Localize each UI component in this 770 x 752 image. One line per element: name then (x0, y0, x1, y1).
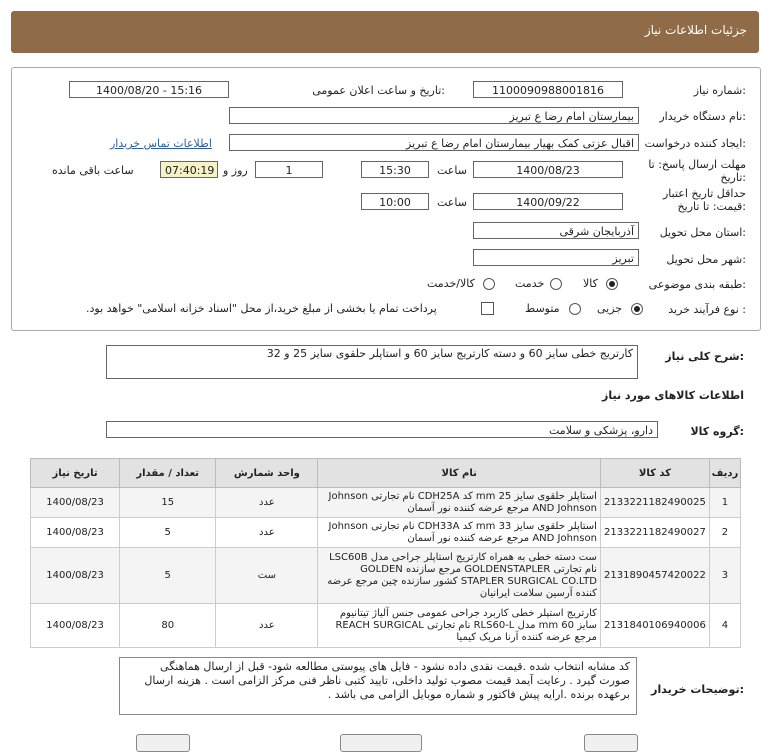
remaining-label: ساعت باقی مانده (52, 164, 134, 177)
cell-quantity: 80 (120, 604, 216, 648)
page-title: جزئیات اطلاعات نیاز (644, 23, 747, 37)
treasury-payment-checkbox[interactable] (481, 302, 494, 315)
need-number-label: شماره نیاز: (693, 84, 746, 97)
deadline-time-field: 15:30 (361, 161, 429, 178)
requester-label: ایجاد کننده درخواست: (644, 137, 746, 150)
col-unit: واحد شمارش (216, 459, 318, 488)
goods-group-label: گروه کالا: (690, 425, 744, 438)
cell-item-code: 2131840106940006 (600, 604, 709, 648)
buyer-org-field: بیمارستان امام رضا ع تبریز (229, 107, 639, 124)
remaining-time-field: 07:40:19 (160, 161, 218, 178)
cell-item-name: ست دسته خطی به همراه کارتریج استاپلر جراحی مدل LSC60B نام تجارتی GOLDENSTAPLER مرجع سازنده GOLDEN STAPLER SURGICAL CO.LTD کشور سازنده چین مرجع عرضه کننده آرسین سلامت ایرانیان (318, 548, 600, 604)
cell-quantity: 5 (120, 548, 216, 604)
validity-time-label: ساعت (437, 196, 467, 209)
province-field: آذربایجان شرقی (473, 222, 639, 239)
table-row (31, 488, 741, 518)
announce-field: 1400/08/20 - 15:16 (69, 81, 229, 98)
cell-unit: عدد (216, 488, 318, 518)
buyer-notes-label: توضیحات خریدار: (651, 683, 744, 696)
page-header (11, 11, 759, 53)
category-option-goods-service: کالا/خدمت (427, 277, 475, 290)
contact-info-link[interactable]: اطلاعات تماس خریدار (110, 137, 212, 150)
summary-label: شرح کلی نیاز: (665, 350, 744, 363)
validity-time-field: 10:00 (361, 193, 429, 210)
cell-item-code: 2131890457420022 (600, 548, 709, 604)
validity-date-field: 1400/09/22 (473, 193, 623, 210)
table-row (31, 548, 741, 604)
deadline-time-label: ساعت (437, 164, 467, 177)
cell-quantity: 5 (120, 518, 216, 548)
province-label: استان محل تحویل: (659, 226, 746, 239)
col-item-name: نام کالا (318, 459, 600, 488)
col-row-index: ردیف (709, 459, 740, 488)
city-label: شهر محل تحویل: (666, 253, 746, 266)
bottom-button-right[interactable] (584, 734, 638, 752)
validity-label: حداقل تاریخ اعتبار قیمت: تا تاریخ: (662, 187, 746, 213)
announce-label: تاریخ و ساعت اعلان عمومی: (312, 84, 445, 97)
table-row (31, 518, 741, 548)
requester-field: اقبال عزتی کمک بهیار بیمارستان امام رضا ع تبریز (229, 134, 639, 151)
category-radio-service[interactable] (550, 278, 562, 290)
cell-need-date: 1400/08/23 (31, 488, 120, 518)
goods-table (30, 458, 741, 648)
need-number-field: 1100090988001816 (473, 81, 623, 98)
cell-item-name: استاپلر حلقوی سایز 33 mm کد CDH33A نام تجارتی Johnson AND Johnson مرجع عرضه کننده نور آسمان (318, 518, 600, 548)
cell-quantity: 15 (120, 488, 216, 518)
days-field: 1 (255, 161, 323, 178)
purchase-radio-medium[interactable] (569, 303, 581, 315)
cell-row-index: 3 (709, 548, 740, 604)
treasury-payment-note: پرداخت تمام یا بخشی از مبلغ خرید،از محل "اسناد خزانه اسلامی" خواهد بود. (86, 302, 437, 315)
cell-row-index: 4 (709, 604, 740, 648)
bottom-button-center[interactable] (340, 734, 422, 752)
buyer-notes-field: کد مشابه انتخاب شده .قیمت نقدی داده نشود - فایل های پیوستی مطالعه شود- قبل از ارسال هماهنگی صورت گیرد . رعایت آیمد قیمت مصوب تولید داخلی، تایید کتبی ناظر فنی مرکز الزامی است . هزینه ارسال برعهده برنده .ارایه پیش فاکتور و شماره موبایل الزامی می باشد . (119, 657, 637, 715)
need-info-panel (11, 67, 761, 331)
category-option-goods: کالا (583, 277, 598, 290)
col-item-code: کد کالا (600, 459, 709, 488)
purchase-radio-minor[interactable] (631, 303, 643, 315)
bottom-button-left[interactable] (136, 734, 190, 752)
cell-need-date: 1400/08/23 (31, 604, 120, 648)
col-need-date: تاریخ نیاز (31, 459, 120, 488)
cell-item-name: کارتریج استپلر خطی کاربرد جراحی عمومی جنس آلیاژ تیتانیوم سایز 60 mm مدل RLS60-L نام تجارتی REACH SURGICAL مرجع عرضه کننده آرنا مریک کیمیا (318, 604, 600, 648)
cell-row-index: 1 (709, 488, 740, 518)
table-row (31, 604, 741, 648)
cell-row-index: 2 (709, 518, 740, 548)
buyer-org-label: نام دستگاه خریدار: (659, 110, 746, 123)
cell-item-name: استاپلر حلقوی سایز 25 mm کد CDH25A نام تجارتی Johnson AND Johnson مرجع عرضه کننده نور آسمان (318, 488, 600, 518)
goods-table-header (31, 459, 741, 488)
cell-unit: عدد (216, 604, 318, 648)
col-quantity: تعداد / مقدار (120, 459, 216, 488)
cell-unit: عدد (216, 518, 318, 548)
cell-need-date: 1400/08/23 (31, 518, 120, 548)
deadline-date-field: 1400/08/23 (473, 161, 623, 178)
purchase-option-medium: متوسط (525, 302, 560, 315)
deadline-label: مهلت ارسال پاسخ: تا تاریخ: (648, 158, 746, 184)
cell-item-code: 2133221182490025 (600, 488, 709, 518)
purchase-type-label: نوع فرآیند خرید : (668, 303, 746, 316)
category-radio-goods-service[interactable] (483, 278, 495, 290)
category-option-service: خدمت (515, 277, 545, 290)
cell-need-date: 1400/08/23 (31, 548, 120, 604)
category-label: طبقه بندی موضوعی: (648, 278, 746, 291)
purchase-option-minor: جزیی (597, 302, 623, 315)
summary-field: کارتریج خطی سایز 60 و دسته کارتریج سایز 60 و استاپلر حلقوی سایز 25 و 32 (106, 345, 638, 379)
city-field: تبریز (473, 249, 639, 266)
cell-unit: ست (216, 548, 318, 604)
cell-item-code: 2133221182490027 (600, 518, 709, 548)
category-radio-goods[interactable] (606, 278, 618, 290)
goods-section-title: اطلاعات کالاهای مورد نیاز (602, 389, 744, 402)
goods-group-field: دارو، پزشکی و سلامت (106, 421, 658, 438)
days-label: روز و (223, 164, 248, 177)
